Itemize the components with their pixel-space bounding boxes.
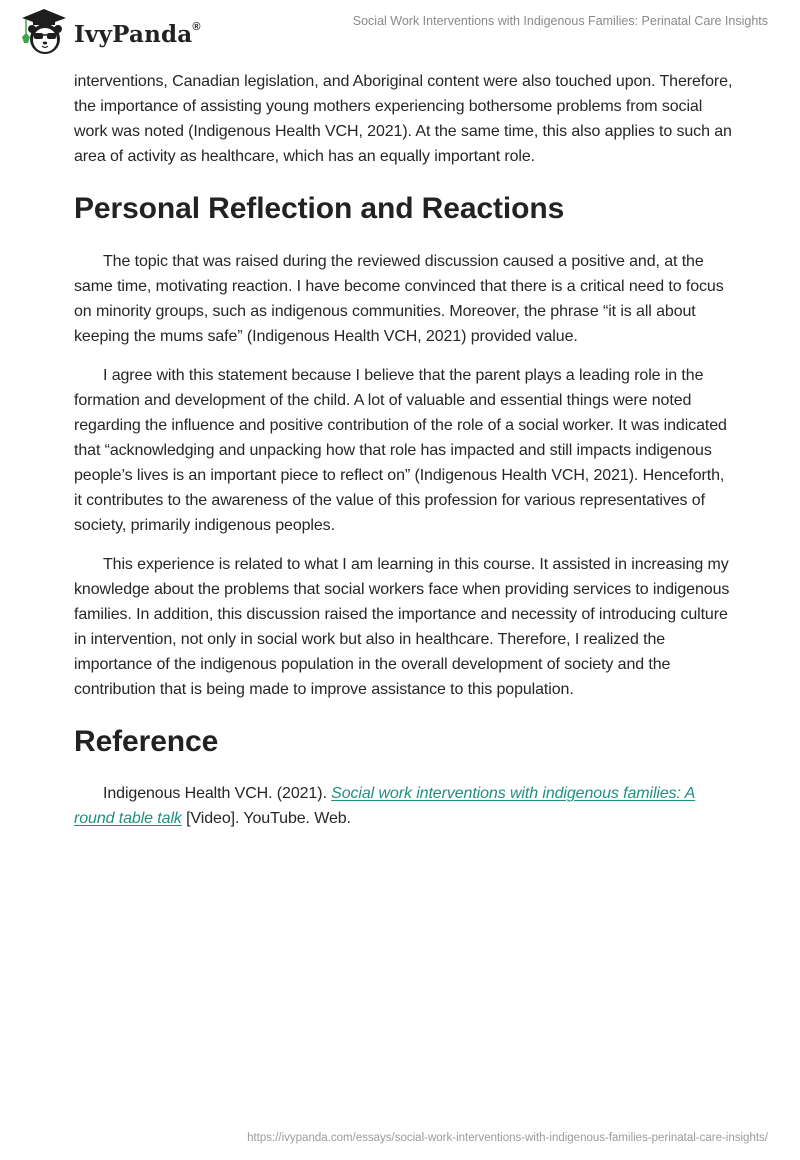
- reference-entry: [74, 781, 734, 831]
- document-body: [74, 69, 734, 831]
- page-header: [0, 0, 800, 62]
- running-title: Social Work Interventions with Indigenous Families: Perinatal Care Insights: [352, 14, 768, 28]
- footer-url: https://ivypanda.com/essays/social-work-interventions-with-indigenous-families-perinatal-care-insights/: [247, 1132, 768, 1144]
- brand-name: [74, 21, 201, 48]
- intro-paragraph: interventions, Canadian legislation, and Aboriginal content were also touched upon. Therefore, the importance of assisting young mothers experiencing bothersome problems from social work was noted (Indigenous Health VCH, 2021). At the same time, this also applies to such an area of activity as healthcare, which has an equally important role.: [74, 73, 733, 165]
- reference-prefix: Indigenous Health VCH. (2021).: [103, 785, 332, 802]
- body-paragraph: The topic that was raised during the reviewed discussion caused a positive and, at the same time, motivating reaction. I have become convinced that there is a critical need to focus on minority groups, such as indigenous communities. Moreover, the phrase “it is all about keeping the mums safe” (Indigenous Health VCH, 2021) provided value.: [74, 253, 724, 345]
- reference-link[interactable]: Social work interventions with indigenous families: A round table talk: [74, 785, 696, 827]
- registered-mark: ®: [192, 20, 201, 33]
- section-heading-personal-reflection: Personal Reflection and Reactions: [74, 192, 565, 225]
- body-paragraph: I agree with this statement because I believe that the parent plays a leading role in the formation and development of the child. A lot of valuable and essential things were noted regarding the influence and positive contribution of the role of a social worker. It was indicated that “acknowledging and unpacking how that role has impacted and still impacts indigenous people’s lives is an important piece to reflect on” (Indigenous Health VCH, 2021). Henceforth, it contributes to the awareness of the value of this profession for various representatives of society, primarily indigenous peoples.: [74, 367, 727, 534]
- section-heading-reference: Reference: [74, 725, 219, 758]
- reference-suffix: [Video]. YouTube. Web.: [181, 810, 351, 827]
- body-paragraph: This experience is related to what I am learning in this course. It assisted in increasing my knowledge about the problems that social workers face when providing services to indigenous families. In addition, this discussion raised the importance and necessity of introducing culture in intervention, not only in social work but also in healthcare. Therefore, I realized the importance of the indigenous population in the overall development of society and the contribution that is being made to improve assistance to this population.: [74, 556, 730, 698]
- ivypanda-logo[interactable]: [18, 8, 201, 56]
- panda-graduate-icon: [18, 7, 70, 57]
- brand-name-text: IvyPanda: [74, 20, 193, 48]
